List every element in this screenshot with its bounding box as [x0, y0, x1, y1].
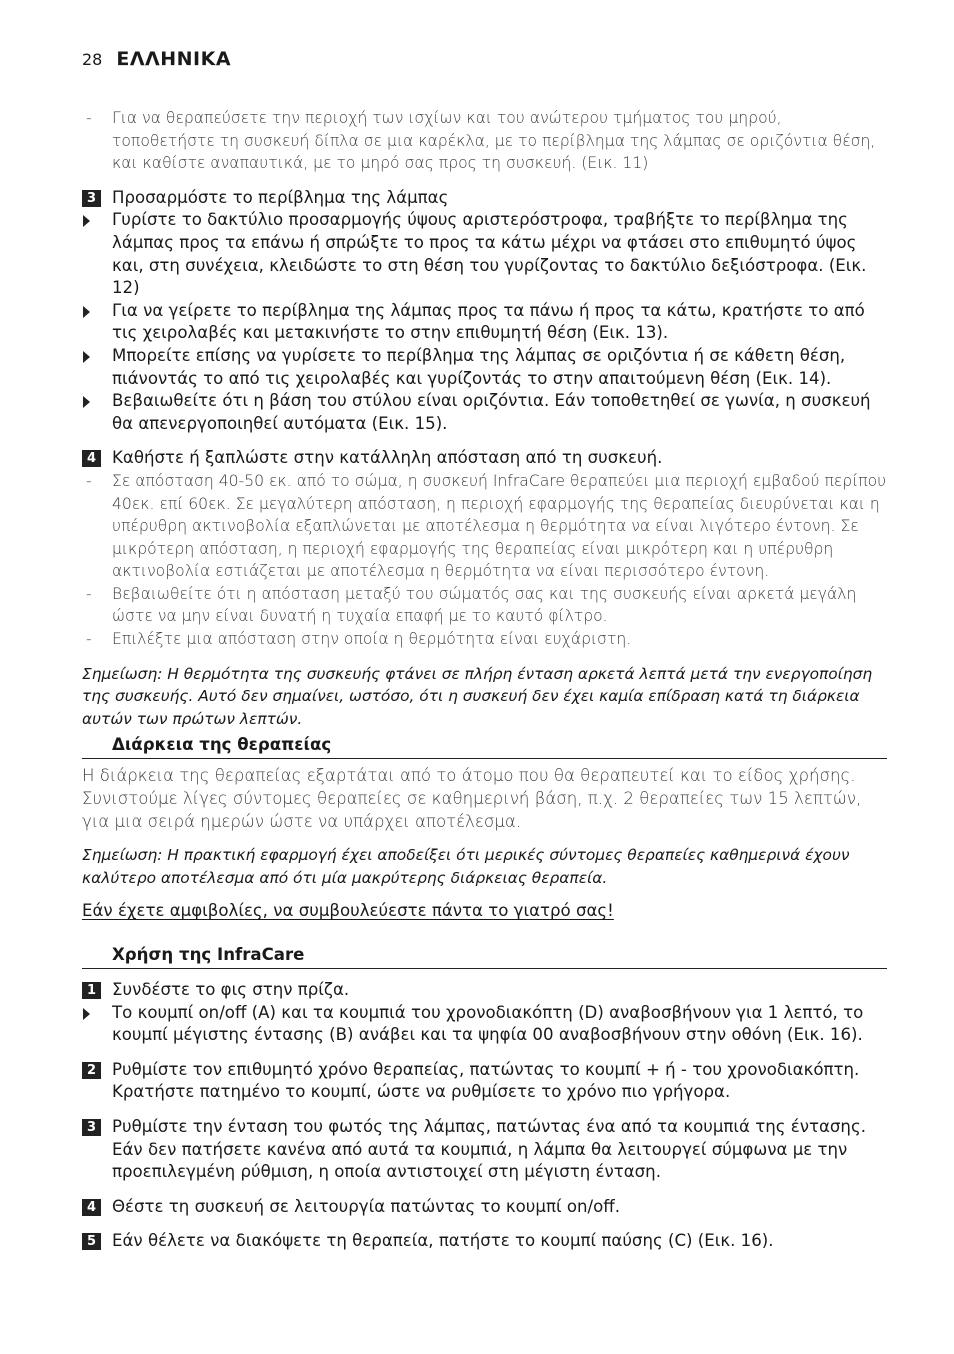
note-paragraph: Σημείωση: Η πρακτική εφαρμογή έχει αποδείξει ότι μερικές σύντομες θεραπείες καθημερινά έχουν καλύτερο αποτέλεσμα από ότι μία μακρύτερης διάρκειας θεραπεία. [82, 846, 850, 887]
usage-step-3 [82, 1116, 887, 1184]
step-text: Προσαρμόστε το περίβλημα της λάμπας [112, 187, 449, 207]
dash-item: - Βεβαιωθείτε ότι η απόσταση μεταξύ του σώματός σας και της συσκευής είναι αρκετά μεγάλη ώστε να μην είναι δυνατή η τυχαία επαφή με το καυτό φίλτρο. [82, 583, 887, 628]
bullet-arrow-icon [83, 306, 90, 318]
body-paragraph: Η διάρκεια της θεραπείας εξαρτάται από το άτομο που θα θεραπευτεί και το είδος χρήσης. Συνιστούμε λίγες σύντομες θεραπείες σε καθημερινή βάση, π.χ. 2 θεραπείες των 15 λεπτών, για μια σειρά ημερών ώστε να υπάρχει αποτέλεσμα. [82, 766, 862, 831]
page-number: 28 [82, 50, 103, 69]
dash-item: - Σε απόσταση 40-50 εκ. από το σώμα, η συσκευή InfraCare θεραπεύει μια περιοχή εμβαδού περίπου 40εκ. επί 60εκ. Σε μεγαλύτερη απόσταση, η περιοχή εφαρμογής της θεραπείας διευρύνεται και η υπέρυθρη ακτινοβολία εξαπλώνεται με αποτέλεσμα η θερμότητα να είναι λιγότερο έντονη. Σε μικρότερη απόσταση, η περιοχή εφαρμογής της θεραπείας είναι μικρότερη και η υπέρυθρη ακτινοβολία εστιάζεται με αποτέλεσμα η θερμότητα να είναι περισσότερο έντονη. [82, 470, 887, 583]
language-title: ΕΛΛΗΝΙΚΑ [116, 48, 232, 70]
bullet-item: Βεβαιωθείτε ότι η βάση του στύλου είναι οριζόντια. Εάν τοποθετηθεί σε γωνία, η συσκευή θα απενεργοποιηθεί αυτόματα (Εικ. 15). [82, 390, 887, 435]
step-number-badge: 3 [82, 190, 101, 207]
page-header [82, 48, 887, 72]
bullet-item: Το κουμπί on/off (A) και τα κουμπιά του χρονοδιακόπτη (D) αναβοσβήνουν για 1 λεπτό, το κουμπί μέγιστης έντασης (B) ανάβει και τα ψηφία 00 αναβοσβήνουν στην οθόνη (Εικ. 16). [82, 1002, 887, 1047]
section-heading-duration: Διάρκεια της θεραπείας [82, 734, 887, 759]
step-number-badge: 4 [82, 450, 101, 467]
usage-step-2 [82, 1059, 887, 1104]
note-paragraph: Σημείωση: Η θερμότητα της συσκευής φτάνει σε πλήρη ένταση αρκετά λεπτά μετά την ενεργοποίηση της συσκευής. Αυτό δεν σημαίνει, ωστόσο, ότι η συσκευή δεν έχει καμία επίδραση κατά τη διάρκεια αυτών των πρώτων λεπτών. [82, 664, 873, 728]
dash-item: - Επιλέξτε μια απόσταση στην οποία η θερμότητα είναι ευχάριστη. [82, 628, 887, 651]
bullet-arrow-icon [83, 351, 90, 363]
step-text: Ρυθμίστε τον επιθυμητό χρόνο θεραπείας, πατώντας το κουμπί + ή - του χρονοδιακόπτη. Κρατήστε πατημένο το κουμπί, ώστε να ρυθμίσετε το χρόνο πιο γρήγορα. [112, 1059, 860, 1102]
section-heading-usage: Χρήση της InfraCare [82, 944, 887, 969]
usage-step-1 [82, 979, 887, 1002]
step-text: Συνδέστε το φις στην πρίζα. [112, 980, 350, 999]
step-number-badge: 5 [82, 1233, 101, 1250]
step-4 [82, 447, 887, 470]
doctor-advice: Εάν έχετε αμφιβολίες, να συμβουλεύεστε πάντα το γιατρό σας! [82, 901, 614, 921]
step-number-badge: 1 [82, 982, 101, 999]
bullet-arrow-icon [83, 1008, 90, 1020]
bullet-item: Γυρίστε το δακτύλιο προσαρμογής ύψους αριστερόστροφα, τραβήξτε το περίβλημα της λάμπας προς τα επάνω ή σπρώξτε το προς τα κάτω μέχρι να φτάσει στο επιθυμητό ύψος και, στη συνέχεια, κλειδώστε το στη θέση του γυρίζοντας το δακτύλιο δεξιόστροφα. (Εικ. 12) [82, 209, 887, 299]
step-number-badge: 3 [82, 1119, 101, 1136]
intro-dash-item: - Για να θεραπεύσετε την περιοχή των ισχίων και του ανώτερου τμήματος του μηρού, τοποθετήστε τη συσκευή δίπλα σε μια καρέκλα, με το περίβλημα της λάμπας σε οριζόντια θέση, και καθίστε αναπαυτικά, με το μηρό σας προς τη συσκευή. (Εικ. 11) [82, 107, 887, 175]
bullet-arrow-icon [83, 215, 90, 227]
step-text: Θέστε τη συσκευή σε λειτουργία πατώντας το κουμπί on/off. [112, 1196, 620, 1216]
step-text: Εάν θέλετε να διακόψετε τη θεραπεία, πατήστε το κουμπί παύσης (C) (Εικ. 16). [112, 1231, 774, 1251]
usage-step-5 [82, 1230, 887, 1253]
bullet-item: Για να γείρετε το περίβλημα της λάμπας προς τα πάνω ή προς τα κάτω, κρατήστε το από τις χειρολαβές και μετακινήστε το στην επιθυμητή θέση (Εικ. 13). [82, 300, 887, 345]
step-3 [82, 187, 887, 210]
bullet-item: Μπορείτε επίσης να γυρίσετε το περίβλημα της λάμπας σε οριζόντια ή σε κάθετη θέση, πιάνοντάς το από τις χειρολαβές και γυρίζοντάς το στην απαιτούμενη θέση (Εικ. 14). [82, 345, 887, 390]
step-text: Καθήστε ή ξαπλώστε στην κατάλληλη απόσταση από τη συσκευή. [112, 448, 663, 468]
step-number-badge: 2 [82, 1062, 101, 1079]
bullet-arrow-icon [83, 396, 90, 408]
step-text: Ρυθμίστε την ένταση του φωτός της λάμπας, πατώντας ένα από τα κουμπιά της έντασης. Εάν δεν πατήσετε κανένα από αυτά τα κουμπιά, η λάμπα θα λειτουργεί σύμφωνα με την προεπιλεγμένη ρύθμιση, η οποία αντιστοιχεί στη μέγιστη ένταση. [112, 1116, 866, 1182]
step-number-badge: 4 [82, 1199, 101, 1216]
usage-step-4 [82, 1196, 887, 1219]
manual-page [82, 48, 887, 1253]
